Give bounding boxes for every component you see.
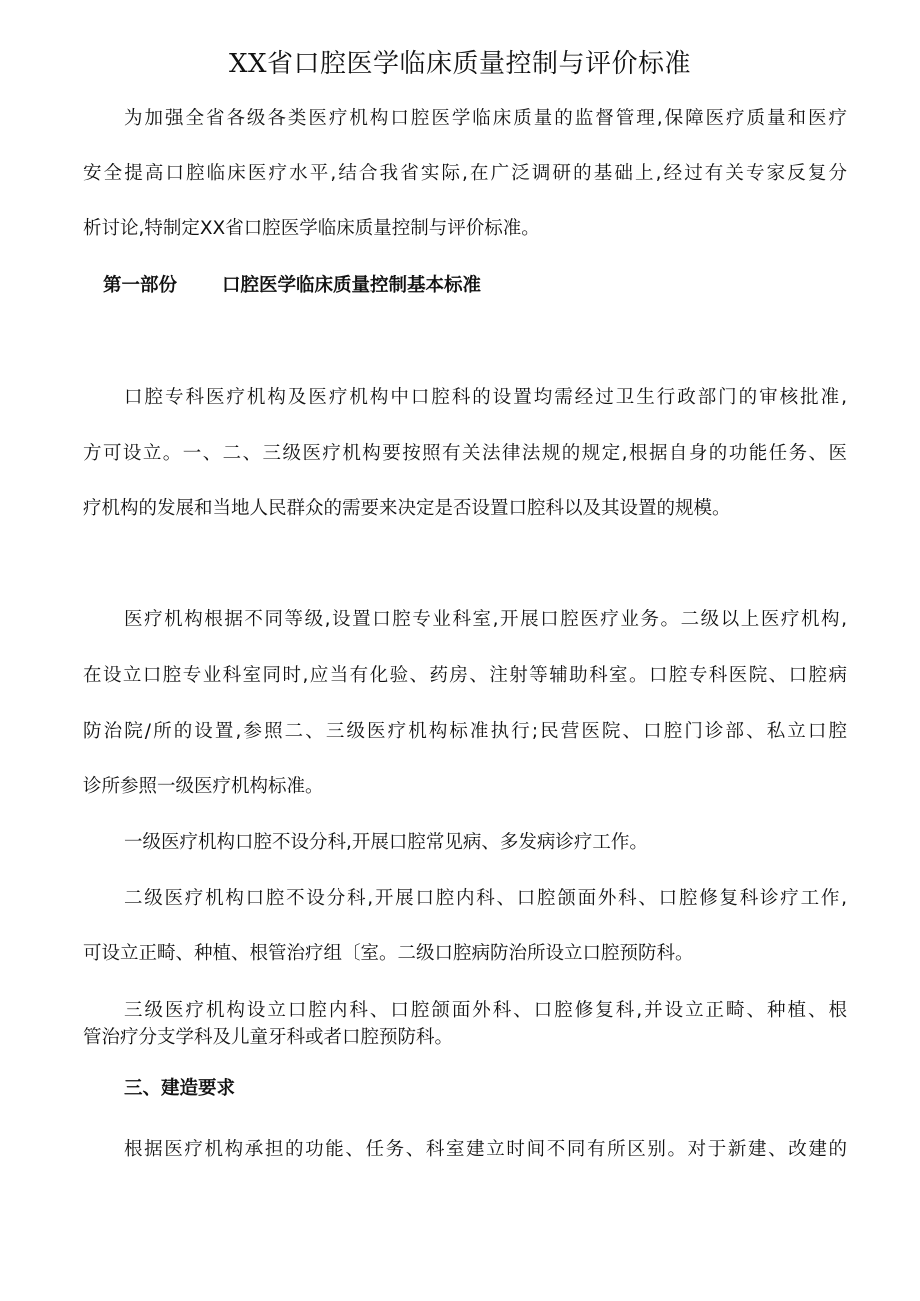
part-number: 第一部份 [103,275,178,296]
levels-line-3: 防治院/所的设置,参照二、三级医疗机构标准执行;民营医院、口腔门诊部、私立口腔 [83,721,847,742]
level1-line: 一级医疗机构口腔不设分科,开展口腔常见病、多发病诊疗工作。 [124,832,648,853]
build-line-1: 根据医疗机构承担的功能、任务、科室建立时间不同有所区别。对于新建、改建的 [124,1139,847,1160]
levels-line-4: 诊所参照一级医疗机构标准。 [83,776,324,797]
setup-line-1: 口腔专科医疗机构及医疗机构中口腔科的设置均需经过卫生行政部门的审核批准, [124,387,847,408]
intro-line-3: 析讨论,特制定XX省口腔医学临床质量控制与评价标准。 [83,218,540,239]
document-title: XX省口腔医学临床质量控制与评价标准 [228,49,692,79]
levels-line-2: 在设立口腔专业科室同时,应当有化验、药房、注射等辅助科室。口腔专科医院、口腔病 [83,665,847,686]
intro-line-1: 为加强全省各级各类医疗机构口腔医学临床质量的监督管理,保障医疗质量和医疗 [124,108,847,129]
setup-line-2: 方可设立。一、二、三级医疗机构要按照有关法律法规的规定,根据自身的功能任务、医 [83,443,847,464]
levels-line-1: 医疗机构根据不同等级,设置口腔专业科室,开展口腔医疗业务。二级以上医疗机构, [124,609,847,630]
level2-line-1: 二级医疗机构口腔不设分科,开展口腔内科、口腔颌面外科、口腔修复科诊疗工作, [124,888,847,909]
section-heading: 三、建造要求 [124,1078,236,1099]
level3-line-1: 三级医疗机构设立口腔内科、口腔颌面外科、口腔修复科,并设立正畸、种植、根 [124,1000,847,1021]
level2-line-2: 可设立正畸、种植、根管治疗组〔室。二级口腔病防治所设立口腔预防科。 [83,943,694,964]
setup-line-3: 疗机构的发展和当地人民群众的需要来决定是否设置口腔科以及其设置的规模。 [83,498,731,519]
intro-line-2: 安全提高口腔临床医疗水平,结合我省实际,在广泛调研的基础上,经过有关专家反复分 [83,163,847,184]
part-title: 口腔医学临床质量控制基本标准 [222,275,482,296]
level3-line-2: 管治疗分支学科及儿童牙科或者口腔预防科。 [83,1027,454,1048]
